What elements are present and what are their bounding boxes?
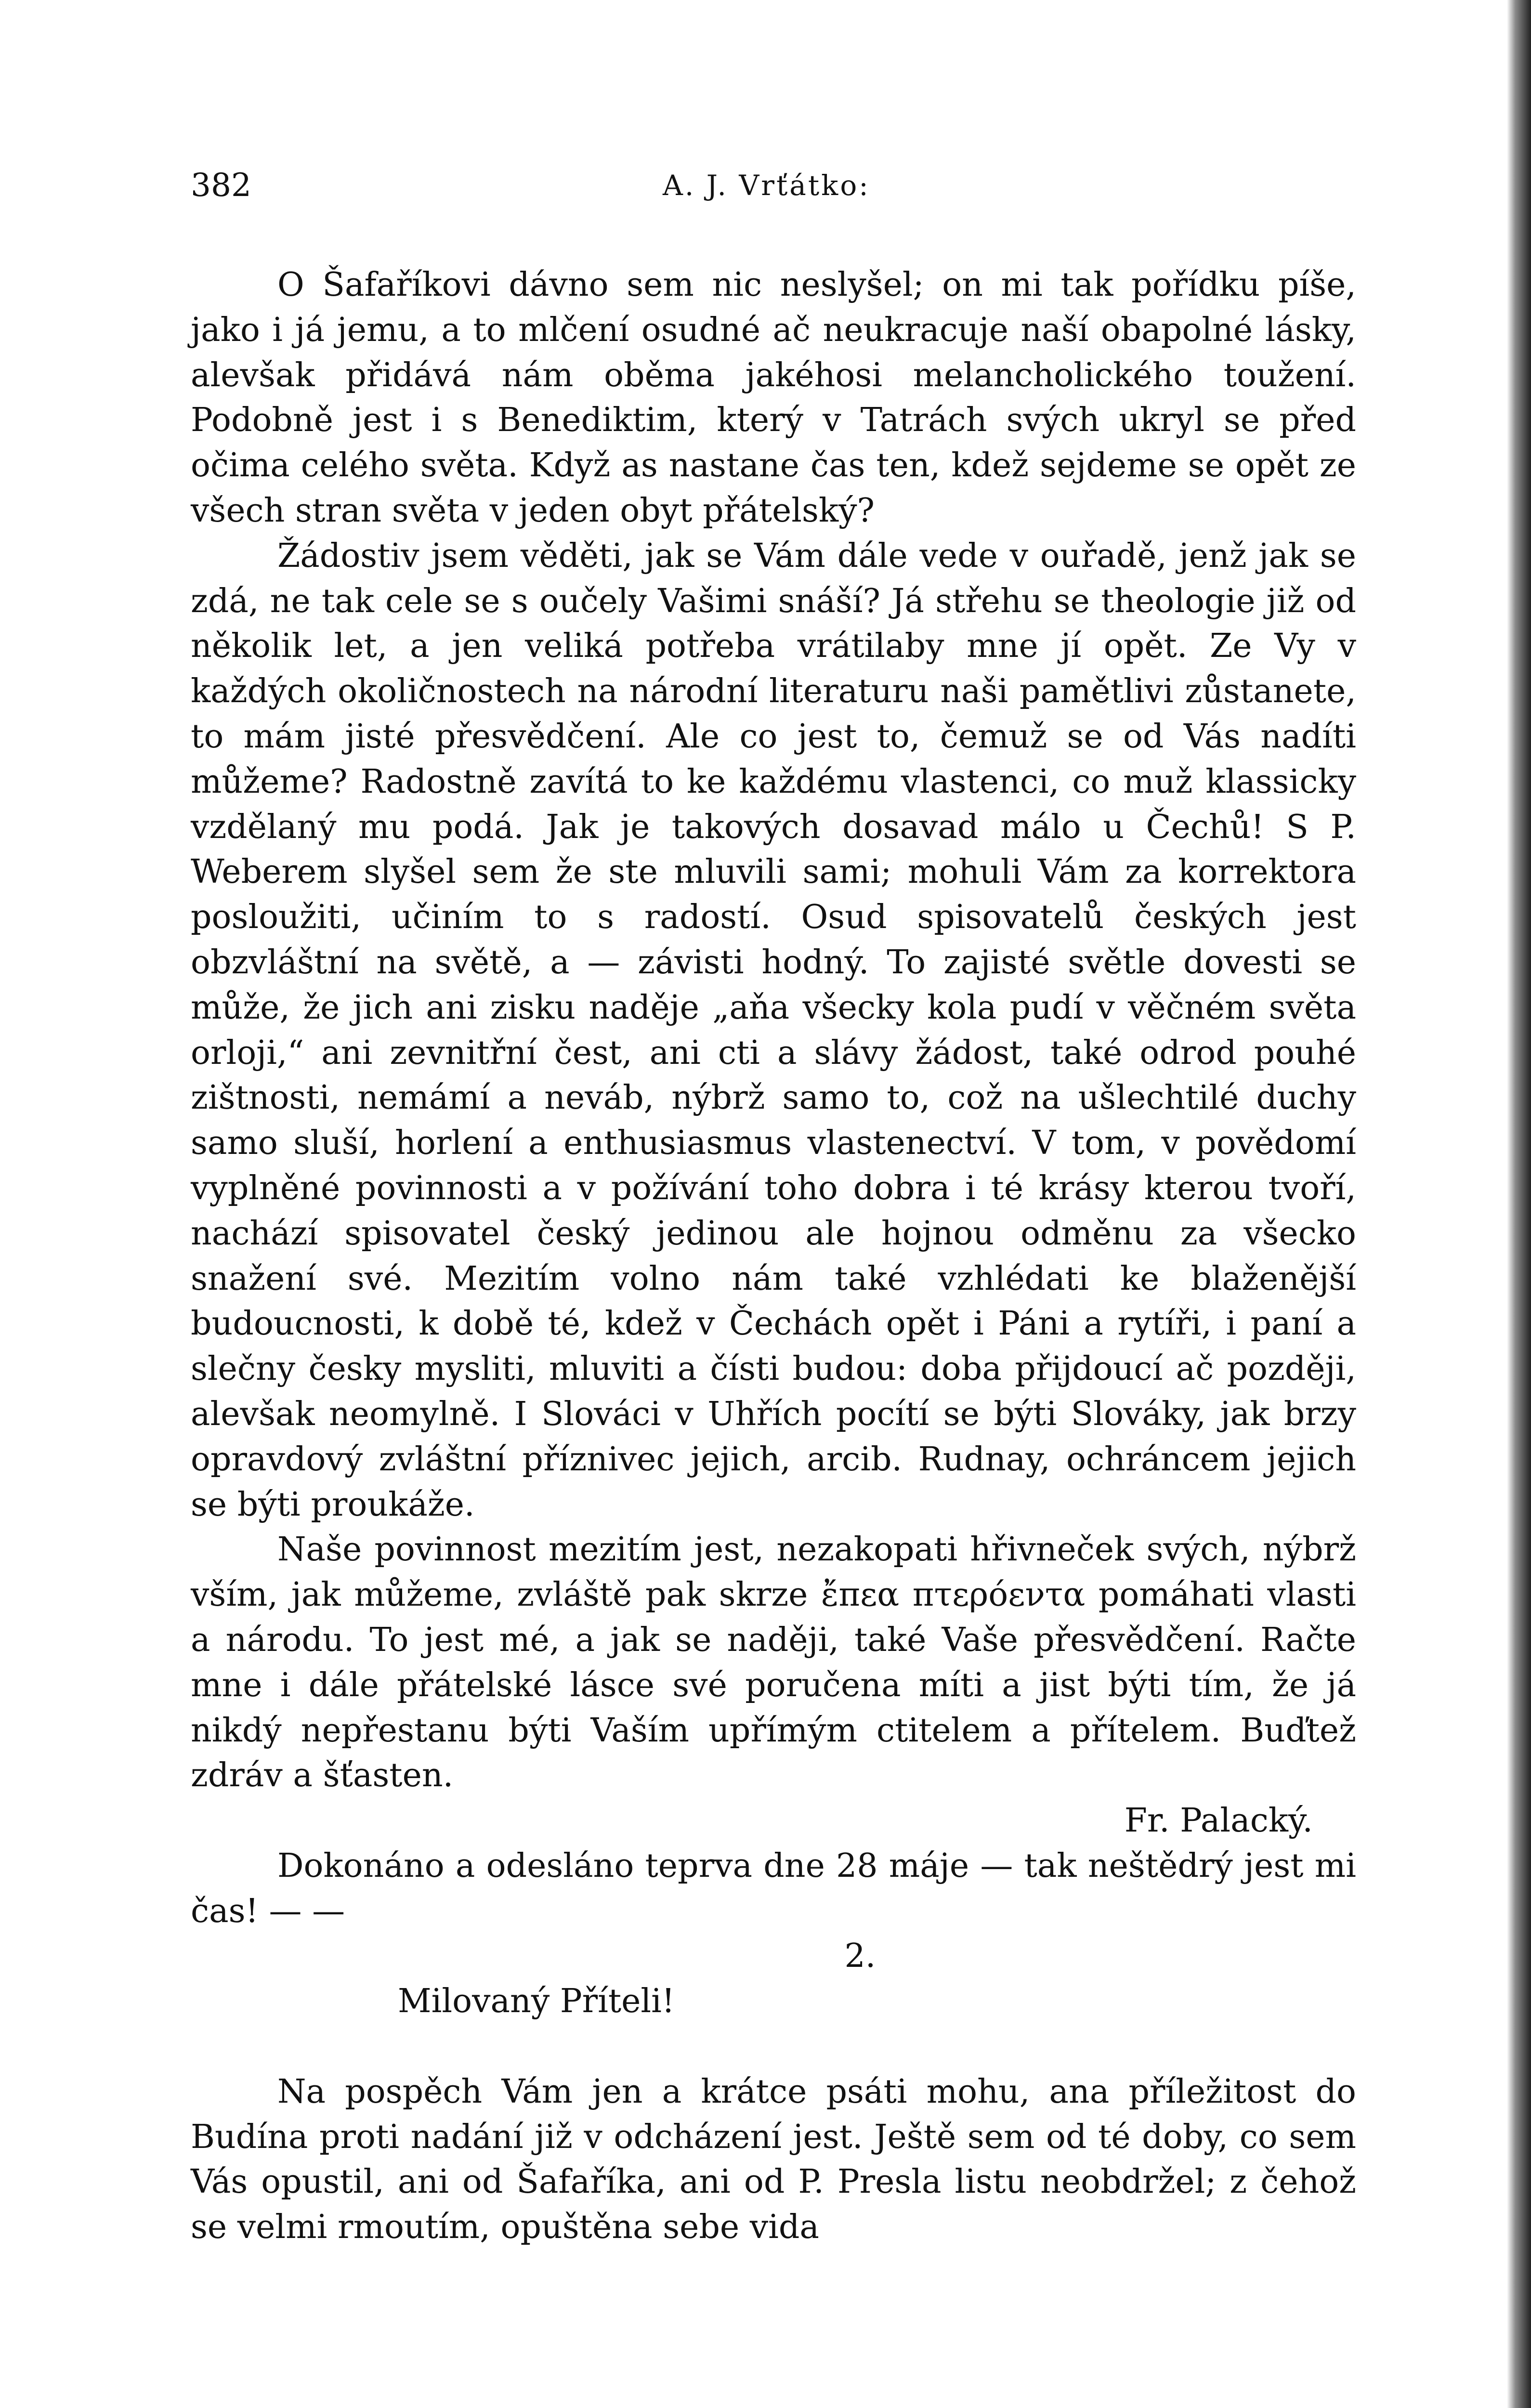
paragraph-4: Na pospěch Vám jen a krátce psáti mohu, ana příležitost do Budína proti nadání již v odcházení jest. Ještě sem od té doby, co sem Vás opustil, ani od Šafaříka, ani od P. Presla listu neobdržel; z čehož se velmi rmoutím, opuštěna sebe vida bbox=[191, 2072, 1356, 2247]
signature: Fr. Palacký. bbox=[1124, 1802, 1313, 1840]
letter-text bbox=[191, 262, 1356, 2250]
paragraph-2: Žádostiv jsem věděti, jak se Vám dále vede v ouřadě, jenž jak se zdá, ne tak cele se s oučely Vašimi snáší? Já střehu se theologie již od několik let, a jen veliká potřeba vrátilaby mne jí opět. Ze Vy v každých okoličnostech na národní literaturu naši pamětlivi zůstanete, to mám jisté přesvědčení. Ale co jest to, čemuž se od Vás nadíti můžeme? Radostně zavítá to ke každému vlastenci, co muž klassicky vzdělaný mu podá. Jak je takových dosavad málo u Čechů! S P. Weberem slyšel sem že ste mluvili sami; mohuli Vám za korrektora posloužiti, učiním to s radostí. Osud spisovatelů českých jest obzvláštní na světě, a — závisti hodný. To zajisté světle dovesti se může, že jich ani zisku naděje „aňa všecky kola pudí v věčném světa orloji,“ ani zevnitřní čest, ani cti a slávy žádost, také odrod pouhé zištnosti, nemámí a neváb, nýbrž samo to, což na ušlechtilé duchy samo sluší, horlení a enthusiasmus vlastenectví. V tom, v povědomí vyplněné povinnosti a v požívání toho dobra i té krásy kterou tvoří, nachází spisovatel český jedinou ale hojnou odměnu za všecko snažení své. Mezitím volno nám také vzhlédati ke blaženější budoucnosti, k době té, kdež v Čechách opět i Páni a rytíři, i paní a slečny česky mysliti, mluviti a čísti budou: doba přijdoucí ač později, alevšak neomylně. I Slováci v Uhřích pocítí se býti Slováky, jak brzy opravdový zvláštní příznivec jejich, arcib. Rudnay, ochráncem jejich se býti proukáže. bbox=[191, 537, 1356, 1524]
salutation: Milovaný Příteli! bbox=[398, 1982, 675, 2021]
letter-number: 2. bbox=[844, 1937, 876, 1976]
page-header bbox=[191, 159, 1361, 212]
running-head: A. J. Vrťátko: bbox=[663, 169, 870, 202]
paragraph-3: Naše povinnost mezitím jest, nezakopati hřivneček svých, nýbrž vším, jak můžeme, zvláště pak skrze ἔπεα πτερόεντα pomáhati vlasti a národu. To jest mé, a jak se naději, také Vaše přesvědčení. Račte mne i dále přátelské lásce své poručena míti a jist býti tím, že já nikdý nepřestanu býti Vaším upřímým ctitelem a přítelem. Buďtež zdráv a šťasten. bbox=[191, 1531, 1356, 1795]
postscript: Dokonáno a odesláno teprva dne 28 máje — tak neštědrý jest mi čas! — — bbox=[191, 1846, 1356, 1930]
page-number: 382 bbox=[191, 167, 251, 204]
page-edge-shadow bbox=[1507, 0, 1531, 2408]
paragraph-1: O Šafaříkovi dávno sem nic neslyšel; on mi tak pořídku píše, jako i já jemu, a to mlčení osudné ač neukracuje naší obapolné lásky, alevšak přidává nám oběma jakéhosi melancholického toužení. Podobně jest i s Benediktim, který v Tatrách svých ukryl se před očima celého světa. Když as nastane čas ten, kdež sejdeme se opět ze všech stran světa v jeden obyt přátelský? bbox=[191, 266, 1356, 530]
